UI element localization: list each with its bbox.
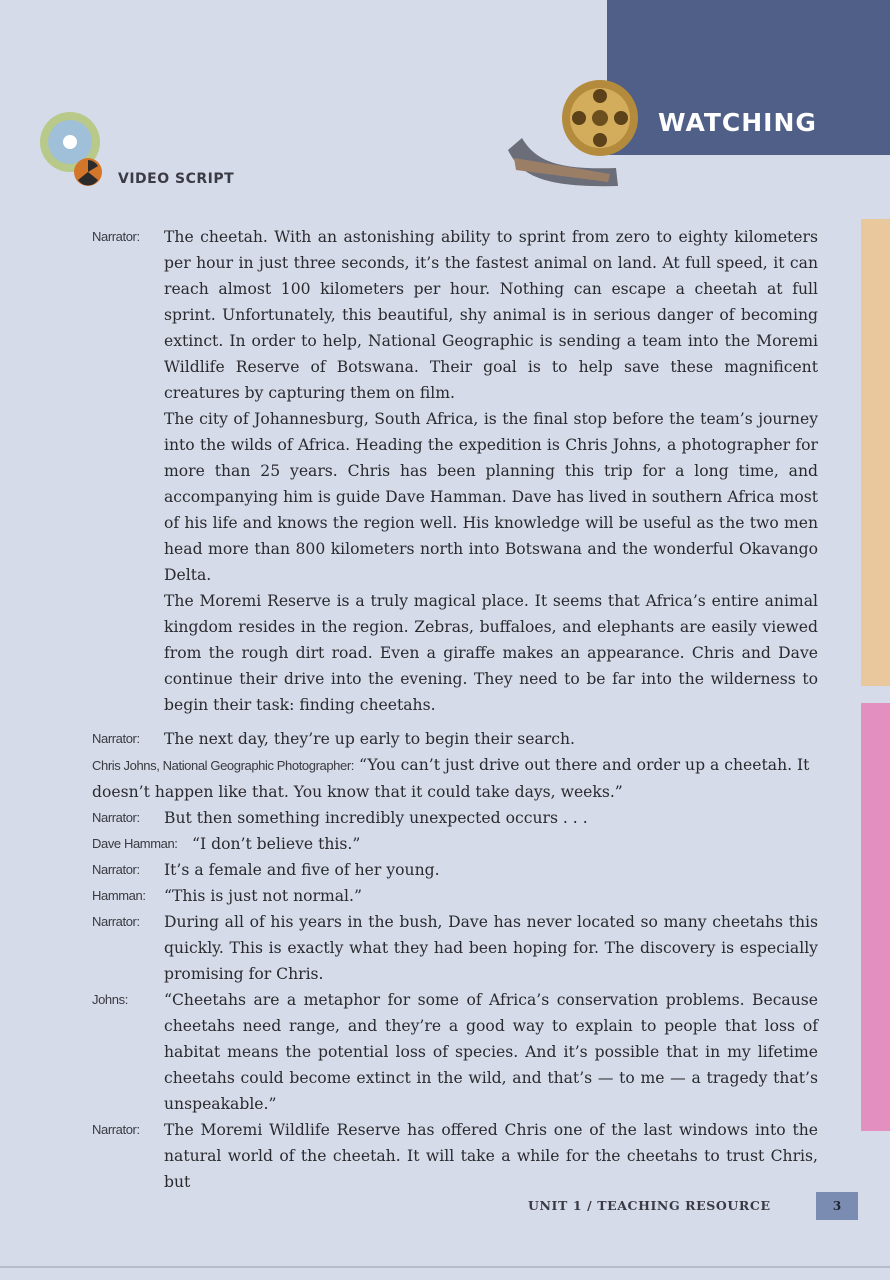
video-disc-icon <box>40 110 104 190</box>
script-block <box>92 857 818 883</box>
script-block <box>92 883 818 909</box>
dialogue-text: “This is just not normal.” <box>164 887 362 905</box>
script-block <box>92 726 818 752</box>
dialogue-text: “You can’t just drive out there and order up a cheetah. It doesn’t happen like that. You know that it could take days, weeks.” <box>92 756 810 801</box>
dialogue-text: “Cheetahs are a metaphor for some of Africa’s conservation problems. Because cheetahs need range, and they’re a good way to explain to people that loss of habitat means the potential loss of species. And it’s possible that in my lifetime cheetahs could become extinct in the wild, and that’s — to me — a tragedy that’s unspeakable.” <box>164 991 818 1113</box>
script-block <box>92 588 818 718</box>
speaker-label: Narrator: <box>92 810 140 825</box>
dialogue-text: It’s a female and five of her young. <box>164 861 440 879</box>
speaker-label: Johns: <box>92 992 128 1007</box>
footer-unit-label: UNIT 1 / TEACHING RESOURCE <box>528 1198 771 1213</box>
speaker-label: Dave Hamman: <box>92 836 178 851</box>
script-block <box>92 831 818 857</box>
speaker-label: Narrator: <box>92 731 140 746</box>
dialogue-text: “I don’t believe this.” <box>192 835 361 853</box>
speaker-label: Hamman: <box>92 888 146 903</box>
film-reel-icon <box>500 78 660 198</box>
video-script-label: VIDEO SCRIPT <box>118 171 235 187</box>
dialogue-text: The city of Johannesburg, South Africa, is the final stop before the team’s journey into the wilds of Africa. Heading the expedition is Chris Johns, a photographer for more than 25 years. Chris has been planning this trip for a long time, and accompanying him is guide Dave Hamman. Dave has lived in southern Africa most of his life and knows the region well. His knowledge will be useful as the two men head more than 800 kilometers north into Botswana and the wonderful Okavango Delta. <box>164 410 818 584</box>
speaker-label: Chris Johns, National Geographic Photographer: <box>92 758 354 773</box>
side-tab-pink <box>861 703 890 1131</box>
speaker-label: Narrator: <box>92 862 140 877</box>
script-block <box>92 909 818 987</box>
dialogue-text: The next day, they’re up early to begin their search. <box>164 730 575 748</box>
speaker-label: Narrator: <box>92 229 140 244</box>
script-block <box>92 752 818 805</box>
script-block <box>92 1117 818 1195</box>
dialogue-text: The Moremi Reserve is a truly magical place. It seems that Africa’s entire animal kingdom resides in the region. Zebras, buffaloes, and elephants are easily viewed from the rough dirt road. Even a giraffe makes an appearance. Chris and Dave continue their drive into the evening. They need to be far into the wilderness to begin their task: finding cheetahs. <box>164 592 818 714</box>
page-number: 3 <box>816 1192 858 1220</box>
dialogue-text: But then something incredibly unexpected occurs . . . <box>164 809 588 827</box>
dialogue-text: During all of his years in the bush, Dave has never located so many cheetahs this quickly. This is exactly what they had been hoping for. The discovery is especially promising for Chris. <box>164 913 818 983</box>
dialogue-text: The cheetah. With an astonishing ability to sprint from zero to eighty kilometers per hour in just three seconds, it’s the fastest animal on land. At full speed, it can reach almost 100 kilometers per hour. Nothing can escape a cheetah at full sprint. Unfortunately, this beautiful, shy animal is in serious danger of becoming extinct. In order to help, National Geographic is sending a team into the Moremi Wildlife Reserve of Botswana. Their goal is to help save these magnificent creatures by capturing them on film. <box>164 228 818 402</box>
script-block <box>92 805 818 831</box>
speaker-label: Narrator: <box>92 914 140 929</box>
section-title: WATCHING <box>658 108 817 137</box>
dialogue-text: The Moremi Wildlife Reserve has offered Chris one of the last windows into the natural world of the cheetah. It will take a while for the cheetahs to trust Chris, but <box>164 1121 818 1191</box>
dialogue-first-line <box>92 752 818 805</box>
script-block <box>92 987 818 1117</box>
speaker-label: Narrator: <box>92 1122 140 1137</box>
side-tab-orange <box>861 219 890 686</box>
script-block <box>92 224 818 406</box>
script-block <box>92 406 818 588</box>
video-script-body <box>92 224 818 1195</box>
bottom-rule <box>0 1266 890 1268</box>
